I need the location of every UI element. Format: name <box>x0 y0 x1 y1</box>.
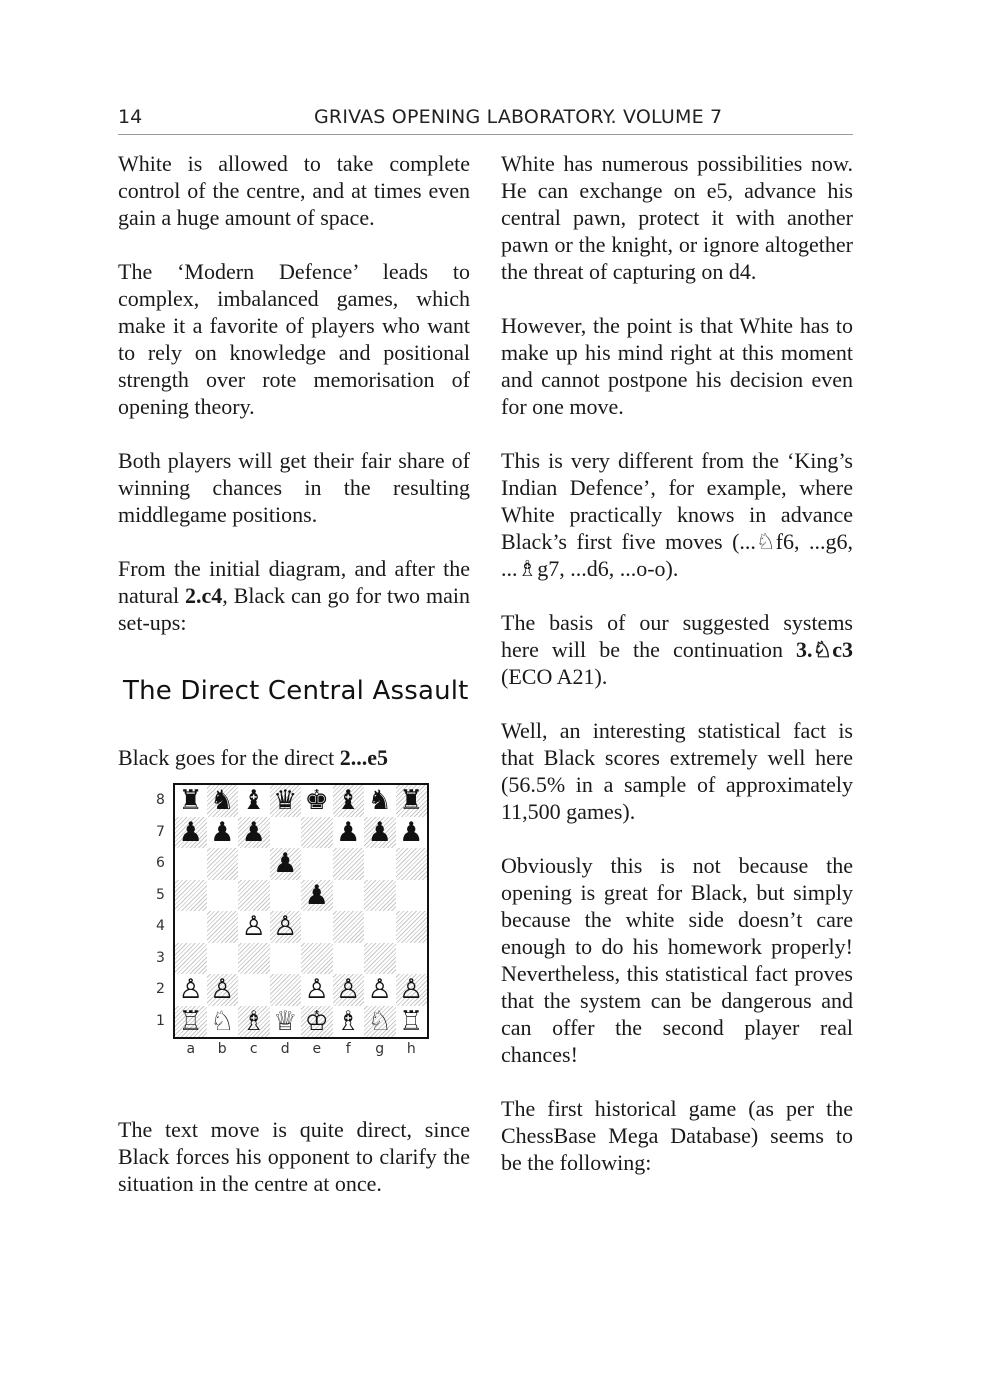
chess-piece: ♙ <box>210 974 235 1006</box>
chess-piece: ♖ <box>399 1005 424 1037</box>
board-square-a8 <box>175 785 207 817</box>
file-label: c <box>249 1041 258 1057</box>
board-square-c2 <box>238 974 270 1006</box>
paragraph: The text move is quite direct, since Black forces his opponent to clarify the situation in the centre at once. <box>118 1117 470 1196</box>
file-labels <box>175 1041 427 1059</box>
chess-piece: ♘ <box>210 1005 235 1037</box>
chess-board <box>173 783 429 1039</box>
paragraph: However, the point is that White has to make up his mind right at this moment and cannot postpone his decision even for one move. <box>501 313 853 419</box>
board-square-f7 <box>333 817 365 849</box>
board-square-g3 <box>364 943 396 975</box>
rank-label: 2 <box>156 981 165 997</box>
chess-diagram <box>150 783 430 1058</box>
chess-piece: ♜ <box>178 785 203 817</box>
board-square-h6 <box>396 848 428 880</box>
chess-piece: ♚ <box>304 785 329 817</box>
chess-piece: ♞ <box>367 785 392 817</box>
board-square-a7 <box>175 817 207 849</box>
rank-label: 4 <box>156 918 165 934</box>
chess-piece: ♜ <box>399 785 424 817</box>
board-square-f1 <box>333 1006 365 1038</box>
chess-piece: ♙ <box>399 974 424 1006</box>
board-square-h7 <box>396 817 428 849</box>
board-square-d3 <box>270 943 302 975</box>
paragraph <box>501 609 853 690</box>
left-column <box>118 150 470 1224</box>
board-square-b3 <box>207 943 239 975</box>
chess-piece: ♟ <box>273 848 298 880</box>
board-square-g2 <box>364 974 396 1006</box>
board-square-f8 <box>333 785 365 817</box>
chess-piece: ♙ <box>178 974 203 1006</box>
board-square-g6 <box>364 848 396 880</box>
page-number: 14 <box>118 106 143 128</box>
board-square-h2 <box>396 974 428 1006</box>
chess-piece: ♟ <box>241 816 266 848</box>
board-square-g7 <box>364 817 396 849</box>
file-label: f <box>345 1041 351 1057</box>
chess-piece: ♙ <box>367 974 392 1006</box>
board-square-d6 <box>270 848 302 880</box>
board-square-e6 <box>301 848 333 880</box>
chess-piece: ♟ <box>367 816 392 848</box>
text-run: Black goes for the direct <box>118 745 340 770</box>
text-run: The basis of our suggested systems here will be the continuation <box>501 610 853 662</box>
board-square-a5 <box>175 880 207 912</box>
chess-piece: ♖ <box>178 1005 203 1037</box>
rank-label: 6 <box>156 855 165 871</box>
paragraph: The ‘Modern Defence’ leads to complex, imbalanced games, which make it a favorite of players who want to rely on knowledge and positional strength over rote memorisation of opening theory. <box>118 259 470 419</box>
board-square-e2 <box>301 974 333 1006</box>
board-square-d1 <box>270 1006 302 1038</box>
board-square-a1 <box>175 1006 207 1038</box>
chess-piece: ♙ <box>336 974 361 1006</box>
board-square-e3 <box>301 943 333 975</box>
board-square-c3 <box>238 943 270 975</box>
board-square-h3 <box>396 943 428 975</box>
chess-piece: ♟ <box>178 816 203 848</box>
chess-piece: ♙ <box>304 974 329 1006</box>
chess-piece: ♟ <box>304 879 329 911</box>
board-square-e1 <box>301 1006 333 1038</box>
board-square-f2 <box>333 974 365 1006</box>
move-notation: 2...e5 <box>339 745 389 770</box>
board-square-f5 <box>333 880 365 912</box>
rank-label: 3 <box>156 949 165 966</box>
chess-piece: ♞ <box>210 785 235 817</box>
board-square-a2 <box>175 974 207 1006</box>
board-square-g5 <box>364 880 396 912</box>
board-square-h5 <box>396 880 428 912</box>
rank-label: 8 <box>156 792 165 808</box>
paragraph: The first historical game (as per the ChessBase Mega Database) seems to be the following: <box>501 1096 853 1175</box>
board-square-e4 <box>301 911 333 943</box>
chess-piece: ♛ <box>273 785 298 817</box>
file-label: g <box>375 1041 385 1057</box>
chess-piece: ♝ <box>336 785 361 817</box>
board-square-a3 <box>175 943 207 975</box>
section-heading: The Direct Central Assault <box>123 676 469 706</box>
chess-piece: ♕ <box>273 1005 298 1037</box>
rank-label: 1 <box>156 1012 165 1029</box>
paragraph: Well, an interesting statistical fact is that Black scores extremely well here (56.5% in a sample of approximately 11,500 games). <box>501 718 853 824</box>
file-label: e <box>312 1041 322 1057</box>
board-square-e5 <box>301 880 333 912</box>
board-square-e8 <box>301 785 333 817</box>
paragraph: Obviously this is not because the opening is great for Black, but simply because the white side doesn’t care enough to do his homework properly! Nevertheless, this statistical fact proves that the system can be dangerous and can offer the second player real chances! <box>501 853 853 1067</box>
chess-piece: ♟ <box>336 816 361 848</box>
board-square-h1 <box>396 1006 428 1038</box>
board-square-f4 <box>333 911 365 943</box>
chess-piece: ♟ <box>399 816 424 848</box>
running-header <box>118 106 853 135</box>
board-square-c1 <box>238 1006 270 1038</box>
text-run: , Black can go for two main set-ups: <box>118 583 470 635</box>
text-run: From the initial diagram, and after the natural <box>118 556 470 608</box>
board-square-a4 <box>175 911 207 943</box>
board-square-c7 <box>238 817 270 849</box>
chess-piece: ♙ <box>273 911 298 943</box>
board-square-f3 <box>333 943 365 975</box>
file-label: d <box>280 1041 290 1057</box>
file-label: b <box>217 1041 227 1057</box>
rank-label: 5 <box>156 886 165 903</box>
text-run: (ECO A21). <box>501 664 608 689</box>
paragraph: White is allowed to take complete control of the centre, and at times even gain a huge amount of space. <box>118 151 470 230</box>
paragraph <box>118 555 470 636</box>
file-label: h <box>406 1041 416 1057</box>
board-square-b8 <box>207 785 239 817</box>
board-square-c5 <box>238 880 270 912</box>
chess-piece: ♘ <box>367 1005 392 1037</box>
chess-piece: ♙ <box>241 911 266 943</box>
chess-piece: ♟ <box>210 816 235 848</box>
paragraph: Both players will get their fair share of winning chances in the resulting middlegame positions. <box>118 448 470 527</box>
board-square-d8 <box>270 785 302 817</box>
board-square-d4 <box>270 911 302 943</box>
board-square-d2 <box>270 974 302 1006</box>
board-square-b1 <box>207 1006 239 1038</box>
chess-piece: ♗ <box>336 1005 361 1037</box>
board-square-c8 <box>238 785 270 817</box>
paragraph: This is very different from the ‘King’s Indian Defence’, for example, where White practically knows in advance Black’s first five moves (...♘f6, ...g6, ...♗g7, ...d6, ...o-o). <box>501 448 853 581</box>
board-square-g1 <box>364 1006 396 1038</box>
board-square-d5 <box>270 880 302 912</box>
board-square-g8 <box>364 785 396 817</box>
move-notation: 2.c4 <box>185 583 223 608</box>
rank-label: 7 <box>156 823 165 840</box>
board-square-f6 <box>333 848 365 880</box>
paragraph: White has numerous possibilities now. He can exchange on e5, advance his central pawn, protect it with another pawn or the knight, or ignore altogether the threat of capturing on d4. <box>501 151 853 284</box>
right-column <box>501 150 853 1203</box>
chess-piece: ♗ <box>241 1005 266 1037</box>
board-square-h8 <box>396 785 428 817</box>
board-square-c6 <box>238 848 270 880</box>
chess-piece: ♔ <box>304 1005 329 1037</box>
running-title: GRIVAS OPENING LABORATORY. VOLUME 7 <box>314 106 723 128</box>
board-square-b6 <box>207 848 239 880</box>
chess-piece: ♝ <box>241 785 266 817</box>
board-square-b2 <box>207 974 239 1006</box>
board-square-c4 <box>238 911 270 943</box>
board-square-b7 <box>207 817 239 849</box>
board-square-b4 <box>207 911 239 943</box>
board-square-b5 <box>207 880 239 912</box>
board-square-h4 <box>396 911 428 943</box>
board-square-e7 <box>301 817 333 849</box>
paragraph <box>118 744 470 771</box>
board-square-a6 <box>175 848 207 880</box>
file-label: a <box>186 1041 196 1057</box>
board-square-d7 <box>270 817 302 849</box>
move-notation: 3.♘c3 <box>796 637 853 662</box>
board-square-g4 <box>364 911 396 943</box>
